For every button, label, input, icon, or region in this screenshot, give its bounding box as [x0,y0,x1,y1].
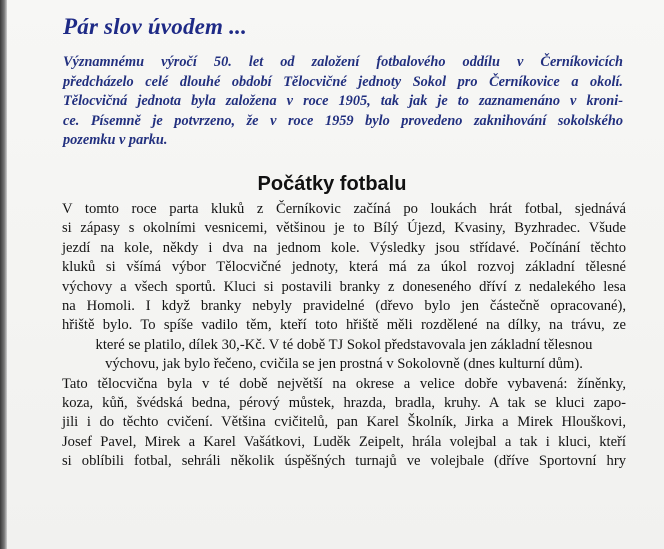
section-title: Počátky fotbalu [257,173,407,195]
intro-paragraph [63,53,623,151]
body-line: na Homoli. I když branky nebyly pravidelné (dřevo bylo jen částečně opracované), [62,298,626,315]
body-line: V tomto roce parta kluků z Černíkovic začíná po loukách hrát fotbal, sjednává [62,201,626,217]
body-paragraph [62,200,626,472]
intro-line: předcházelo celé dlouhé období Tělocvičné jednoty Sokol pro Černíkovice a okolí. [63,73,623,90]
body-line: koza, kůň, švédská bedna, pérový můstek, hrazda, bradla, kruhy. A tak se kluci zapo- [62,395,626,412]
body-line: výchovy a všech sportů. Kluci si postavili branky z doneseného dříví z nedalekého lesa [62,278,626,295]
intro-line: Tělocvičná jednota byla založena v roce 1905, tak jak je to zaznamenáno v kroni- [63,93,623,110]
body-line: kluků si všímá výbor Tělocvičné jednoty, která má za úkol rozvoj základní tělesné [62,259,626,276]
body-line: si zápasy s okolními vesnicemi, většinou je to Bílý Újezd, Kvasiny, Byzhradec. Všude [62,220,626,237]
intro-line: pozemku v parku. [63,132,168,149]
intro-line: Významnému výročí 50. let od založení fotbalového oddílu v Černíkovicích [63,54,623,70]
intro-line: ce. Písemně je potvrzeno, že v roce 1959 bylo provedeno zaknihování sokolského [63,112,623,129]
body-line: výchovu, jak bylo řečeno, cvičila se jen prostná v Sokolovně (dnes kulturní dům). [105,356,583,373]
body-line: které se platilo, dílek 30,-Kč. V té době TJ Sokol představovala jen základní tělesnou [95,336,593,353]
body-line: hřiště bylo. To spíše vadilo těm, kteří toto hřiště měli rozdělené na dílky, na trávu, ze [62,317,626,334]
body-line: si oblíbili fotbal, sehráli několik úspěšných turnajů ve volejbale (dříve Sportovní hry [62,453,626,470]
intro-title: Pár slov úvodem ... [63,14,247,39]
body-line: Tato tělocvična byla v té době největší na okrese a velice dobře vybavená: žíněnky, [62,375,626,392]
body-line: Josef Pavel, Mirek a Karel Vašátkovi, Luděk Zeipelt, hrála volejbal a tak i kluci, kteří [62,433,626,450]
body-line: jili i do těchto cvičení. Většina cvičitelů, pan Karel Školník, Jirka a Mirek Hlouškovi, [62,414,626,431]
page-edge-shadow [0,0,7,549]
body-line: jezdí na kole, někdy i dva na jednom kole. Výsledky jsou střídavé. Počínání těchto [62,239,626,256]
